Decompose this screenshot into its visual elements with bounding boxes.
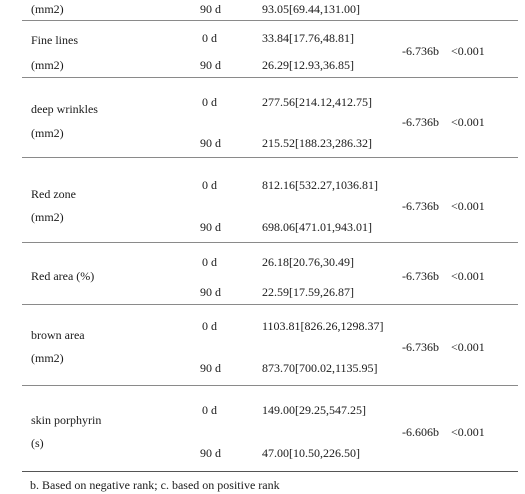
time-point: 90 d bbox=[200, 220, 221, 234]
z-statistic: -6.736b bbox=[402, 269, 439, 283]
row-label: (mm2) bbox=[31, 2, 64, 16]
median-value: 812.16[532.27,1036.81] bbox=[262, 178, 378, 192]
median-value: 277.56[214.12,412.75] bbox=[262, 95, 372, 109]
time-point: 0 d bbox=[202, 403, 217, 417]
row-label-unit: (mm2) bbox=[31, 58, 64, 72]
row-label-unit: (mm2) bbox=[31, 351, 64, 365]
time-point: 90 d bbox=[200, 446, 221, 460]
time-point: 90 d bbox=[200, 361, 221, 375]
median-value: 873.70[700.02,1135.95] bbox=[262, 361, 378, 375]
row-label-unit: (s) bbox=[31, 436, 44, 450]
row-label: Red zone bbox=[31, 187, 76, 201]
z-statistic: -6.736b bbox=[402, 199, 439, 213]
z-statistic: -6.736b bbox=[402, 340, 439, 354]
row-divider bbox=[22, 385, 518, 386]
z-statistic: -6.606b bbox=[402, 425, 439, 439]
p-value: <0.001 bbox=[451, 425, 485, 439]
row-divider bbox=[22, 20, 518, 21]
time-point: 0 d bbox=[202, 255, 217, 269]
row-label-unit: (mm2) bbox=[31, 210, 64, 224]
row-label: skin porphyrin bbox=[31, 413, 102, 427]
time-point: 0 d bbox=[202, 178, 217, 192]
row-label: brown area bbox=[31, 328, 85, 342]
row-label: deep wrinkles bbox=[31, 102, 98, 116]
time-point: 90 d bbox=[200, 136, 221, 150]
p-value: <0.001 bbox=[451, 269, 485, 283]
median-value: 22.59[17.59,26.87] bbox=[262, 285, 354, 299]
median-value: 149.00[29.25,547.25] bbox=[262, 403, 366, 417]
time-point: 0 d bbox=[202, 31, 217, 45]
p-value: <0.001 bbox=[451, 340, 485, 354]
row-label: Fine lines bbox=[31, 33, 78, 47]
median-value: 33.84[17.76,48.81] bbox=[262, 31, 354, 45]
time-point: 0 d bbox=[202, 319, 217, 333]
row-divider bbox=[22, 242, 518, 243]
median-value: 215.52[188.23,286.32] bbox=[262, 136, 372, 150]
table-bottom-rule bbox=[22, 471, 518, 472]
median-value: 698.06[471.01,943.01] bbox=[262, 220, 372, 234]
time-point: 90 d bbox=[200, 58, 221, 72]
row-divider bbox=[22, 304, 518, 305]
z-statistic: -6.736b bbox=[402, 44, 439, 58]
median-value: 26.18[20.76,30.49] bbox=[262, 255, 354, 269]
row-divider bbox=[22, 157, 518, 158]
p-value: <0.001 bbox=[451, 115, 485, 129]
row-label: Red area (%) bbox=[31, 269, 95, 283]
p-value: <0.001 bbox=[451, 199, 485, 213]
median-value: 1103.81[826.26,1298.37] bbox=[262, 319, 384, 333]
row-divider bbox=[22, 77, 518, 78]
z-statistic: -6.736b bbox=[402, 115, 439, 129]
time-point: 0 d bbox=[202, 95, 217, 109]
p-value: <0.001 bbox=[451, 44, 485, 58]
median-value: 26.29[12.93,36.85] bbox=[262, 58, 354, 72]
median-value: 47.00[10.50,226.50] bbox=[262, 446, 360, 460]
time-point: 90 d bbox=[200, 2, 221, 16]
median-value: 93.05[69.44,131.00] bbox=[262, 2, 360, 16]
time-point: 90 d bbox=[200, 285, 221, 299]
row-label-unit: (mm2) bbox=[31, 126, 64, 140]
table-footnote: b. Based on negative rank; c. based on positive rank bbox=[30, 478, 280, 492]
